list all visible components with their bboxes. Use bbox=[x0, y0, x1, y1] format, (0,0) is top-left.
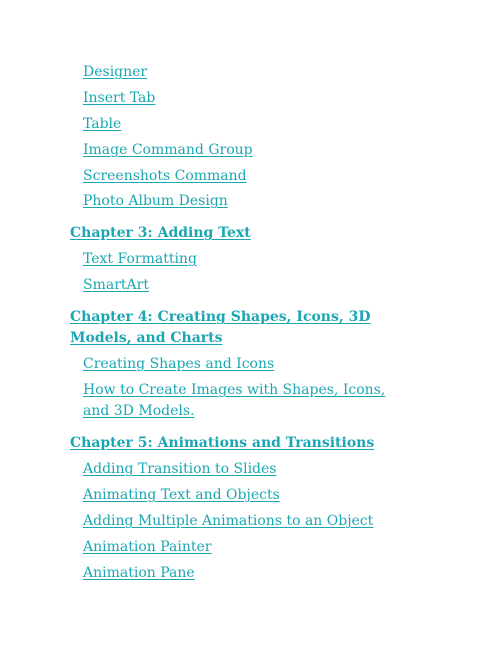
toc-link-animating-text-and-objects[interactable]: Animating Text and Objects bbox=[83, 487, 280, 503]
toc-chapter-3[interactable]: Chapter 3: Adding Text bbox=[70, 225, 251, 241]
toc-link-designer[interactable]: Designer bbox=[83, 64, 148, 80]
toc-link-adding-multiple-animations[interactable]: Adding Multiple Animations to an Object bbox=[83, 513, 374, 529]
toc-link-image-command-group[interactable]: Image Command Group bbox=[83, 142, 253, 158]
toc-link-animation-painter[interactable]: Animation Painter bbox=[83, 539, 212, 555]
toc-link-creating-shapes-and-icons[interactable]: Creating Shapes and Icons bbox=[83, 356, 275, 372]
toc-link-text-formatting[interactable]: Text Formatting bbox=[83, 251, 197, 267]
toc-link-photo-album-design[interactable]: Photo Album Design bbox=[83, 193, 228, 209]
toc-link-smartart[interactable]: SmartArt bbox=[83, 277, 149, 293]
toc-link-screenshots-command[interactable]: Screenshots Command bbox=[83, 168, 247, 184]
toc-link-animation-pane[interactable]: Animation Pane bbox=[83, 565, 195, 581]
toc-link-adding-transition-to-slides[interactable]: Adding Transition to Slides bbox=[83, 461, 277, 477]
toc-link-table[interactable]: Table bbox=[83, 116, 122, 132]
toc-link-create-images-with-shapes[interactable]: How to Create Images with Shapes, Icons, and 3D Models. bbox=[83, 382, 386, 419]
toc-link-insert-tab[interactable]: Insert Tab bbox=[83, 90, 156, 106]
toc-chapter-5[interactable]: Chapter 5: Animations and Transitions bbox=[70, 435, 375, 451]
toc-chapter-4[interactable]: Chapter 4: Creating Shapes, Icons, 3D Models, and Charts bbox=[70, 309, 371, 346]
